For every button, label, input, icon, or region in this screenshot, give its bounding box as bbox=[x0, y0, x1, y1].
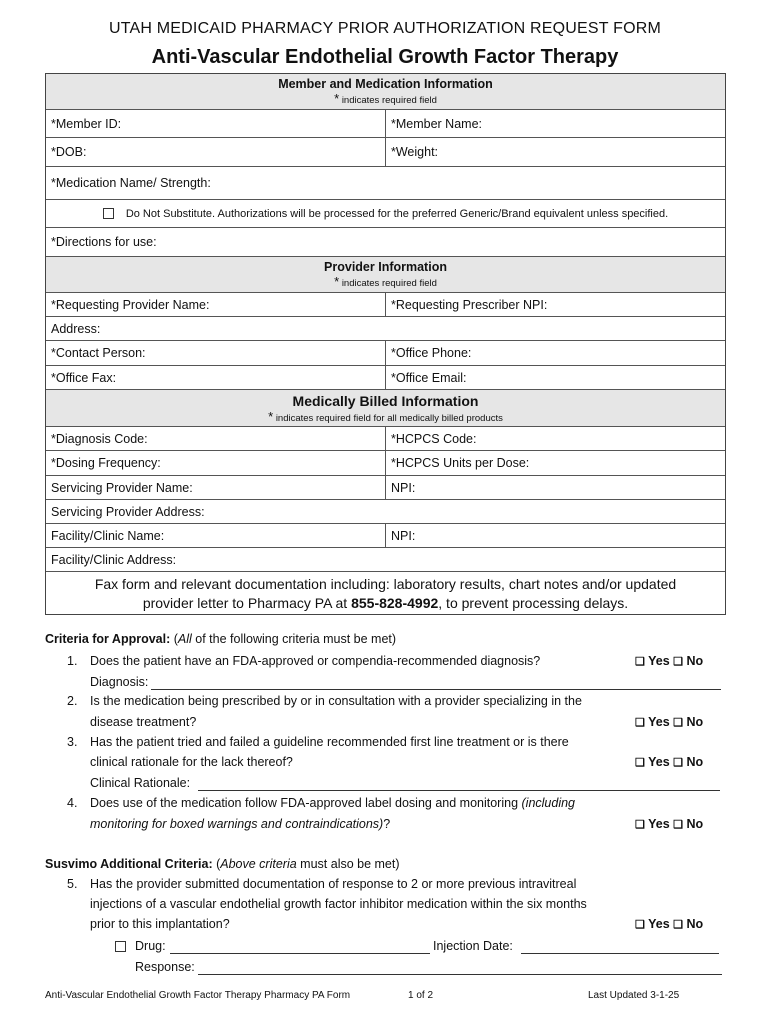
servicing-provider-name-field[interactable]: Servicing Provider Name: bbox=[46, 476, 386, 499]
checkbox-icon: ❑ bbox=[673, 919, 684, 931]
facility-name-field[interactable]: Facility/Clinic Name: bbox=[46, 524, 386, 547]
medication-field[interactable]: *Medication Name/ Strength: bbox=[51, 176, 211, 190]
servicing-provider-address-field[interactable]: Servicing Provider Address: bbox=[51, 504, 205, 519]
checkbox-icon: ❑ bbox=[673, 656, 684, 668]
clinical-rationale-line[interactable] bbox=[198, 790, 720, 791]
dob-field[interactable]: *DOB: bbox=[46, 138, 386, 166]
checkbox-icon: ❑ bbox=[635, 757, 645, 769]
q4-yes-no[interactable]: ❑ Yes ❑ No bbox=[635, 817, 704, 831]
hcpcs-code-field[interactable]: *HCPCS Code: bbox=[391, 431, 477, 446]
checkbox-icon: ❑ bbox=[635, 656, 645, 668]
servicing-npi-field[interactable]: NPI: bbox=[391, 480, 416, 495]
contact-person-field[interactable]: *Contact Person: bbox=[46, 341, 386, 365]
required-asterisk: * bbox=[268, 409, 274, 424]
member-section-header bbox=[46, 74, 725, 110]
do-not-substitute-checkbox[interactable] bbox=[103, 208, 114, 219]
fax-notice: Fax form and relevant documentation including: laboratory results, chart notes and/or updated provider letter to Pharmacy PA at 855-828-4992, to prevent processing delays. bbox=[94, 576, 677, 611]
criteria-title: Criteria for Approval: (All of the following criteria must be met) bbox=[45, 632, 397, 646]
fax-number: 855-828-4992 bbox=[351, 595, 439, 611]
checkbox-icon: ❑ bbox=[673, 757, 684, 769]
q1-yes-no[interactable]: ❑ Yes ❑ No bbox=[635, 654, 704, 668]
request-form-table bbox=[45, 73, 726, 615]
q2-yes-no[interactable]: ❑ Yes ❑ No bbox=[635, 715, 704, 729]
question-2: Is the medication being prescribed by or in consultation with a provider specializing in the bbox=[90, 694, 582, 708]
office-email-field[interactable]: *Office Email: bbox=[391, 370, 467, 385]
diagnosis-code-field[interactable]: *Diagnosis Code: bbox=[46, 427, 386, 450]
member-section-title: Member and Medication Information bbox=[278, 77, 493, 91]
required-note: indicates required field bbox=[341, 95, 437, 106]
required-asterisk: * bbox=[334, 91, 340, 106]
injection-date-line[interactable] bbox=[521, 953, 719, 954]
drug-title: Anti-Vascular Endothelial Growth Factor Therapy bbox=[151, 46, 619, 68]
checkbox-icon: ❑ bbox=[635, 717, 645, 729]
provider-section-title: Provider Information bbox=[324, 260, 447, 274]
response-line[interactable] bbox=[198, 974, 722, 975]
office-fax-field[interactable]: *Office Fax: bbox=[46, 366, 386, 389]
required-note: indicates required field for all medically billed products bbox=[275, 413, 503, 424]
drug-line[interactable] bbox=[170, 953, 430, 954]
member-name-field[interactable]: *Member Name: bbox=[391, 116, 482, 131]
facility-address-field[interactable]: Facility/Clinic Address: bbox=[51, 552, 177, 567]
required-note: indicates required field bbox=[341, 278, 437, 289]
footer-form-name: Anti-Vascular Endothelial Growth Factor Therapy Pharmacy PA Form bbox=[45, 990, 351, 1001]
facility-npi-field[interactable]: NPI: bbox=[391, 528, 416, 543]
billed-section-title: Medically Billed Information bbox=[292, 393, 479, 409]
provider-section-header bbox=[46, 257, 725, 293]
q3-yes-no[interactable]: ❑ Yes ❑ No bbox=[635, 755, 704, 769]
criteria-section: Criteria for Approval: (All of the following criteria must be met) 1. Does the patient have an FDA-approved or compendia-recommended diagnosis? ❑ Yes ❑ No Diagnosis: 2. Is the medication being prescribed by or in consultation with a provider specializing in the disease treatment? ❑ Yes ❑ No 3. Has the patient tried and failed a guideline recommended first line treatment or is there clinical rationale for the lack thereof? ❑ Yes ❑ No Clinical Rationale: 4. Does use of the medication follow FDA-approved label dosing and monitoring (including monitoring for boxed warnings and contraindications)? ❑ Yes ❑ No Susvimo Additional Criteria: (Above criteria must also be met) 5. Has the provider submitted documentation of response to 2 or more previous intravitreal injections of a vascular endothelial growth factor inhibitor medication within the six months prior to this implantation? ❑ Yes ❑ No Drug: Injection Date: Response: bbox=[45, 632, 726, 982]
question-3: Has the patient tried and failed a guideline recommended first line treatment or is there bbox=[90, 735, 569, 749]
do-not-substitute-label: Do Not Substitute. Authorizations will be processed for the preferred Generic/Brand equivalent unless specified. bbox=[125, 207, 669, 220]
diagnosis-line[interactable] bbox=[151, 689, 721, 690]
weight-field[interactable]: *Weight: bbox=[391, 145, 439, 159]
office-phone-field[interactable]: *Office Phone: bbox=[391, 346, 472, 360]
checkbox-icon: ❑ bbox=[673, 819, 684, 831]
address-field[interactable]: Address: bbox=[51, 321, 101, 336]
question-5: Has the provider submitted documentation of response to 2 or more previous intravitreal bbox=[90, 877, 577, 891]
member-id-field[interactable]: *Member ID: bbox=[46, 110, 386, 137]
susvimo-title: Susvimo Additional Criteria: (Above criteria must also be met) bbox=[45, 857, 400, 871]
drug-checkbox[interactable] bbox=[115, 941, 126, 952]
question-1: Does the patient have an FDA-approved or compendia-recommended diagnosis? bbox=[90, 654, 541, 668]
dosing-frequency-field[interactable]: *Dosing Frequency: bbox=[46, 451, 386, 475]
checkbox-icon: ❑ bbox=[635, 919, 645, 931]
footer-updated-date: Last Updated 3-1-25 bbox=[588, 990, 680, 1001]
question-4: Does use of the medication follow FDA-approved label dosing and monitoring (including bbox=[90, 796, 576, 810]
checkbox-icon: ❑ bbox=[635, 819, 645, 831]
q5-yes-no[interactable]: ❑ Yes ❑ No bbox=[635, 917, 704, 931]
checkbox-icon: ❑ bbox=[673, 717, 684, 729]
form-title: UTAH MEDICAID PHARMACY PRIOR AUTHORIZATION REQUEST FORM bbox=[108, 20, 662, 37]
required-asterisk: * bbox=[334, 274, 340, 289]
billed-section-header bbox=[46, 390, 725, 427]
prescriber-npi-field[interactable]: *Requesting Prescriber NPI: bbox=[391, 297, 548, 312]
directions-field[interactable]: *Directions for use: bbox=[51, 235, 157, 249]
hcpcs-units-field[interactable]: *HCPCS Units per Dose: bbox=[391, 456, 530, 470]
provider-name-field[interactable]: *Requesting Provider Name: bbox=[46, 293, 386, 316]
footer-page-number: 1 of 2 bbox=[408, 990, 434, 1001]
